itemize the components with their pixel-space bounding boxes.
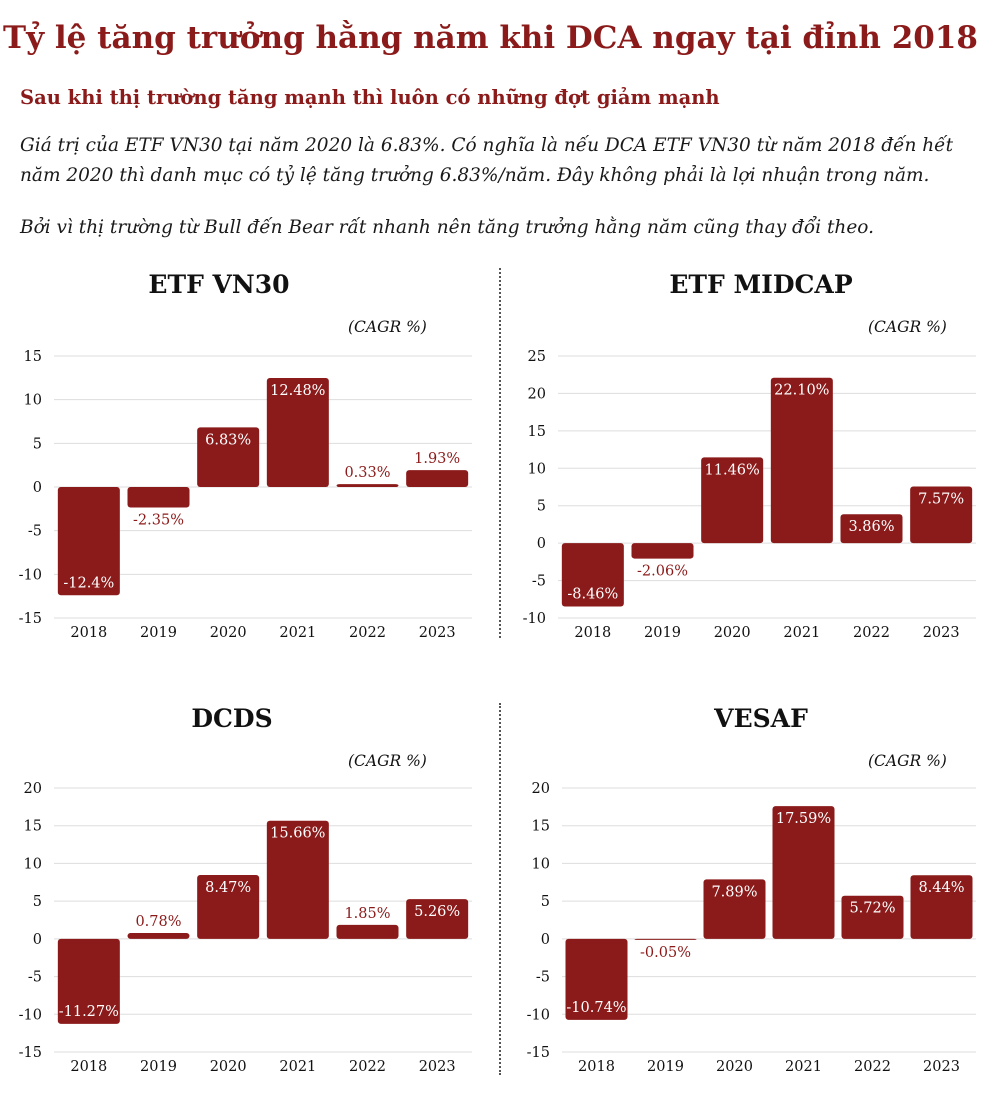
data-label: -11.27% [58, 1003, 119, 1020]
chart-panel-vesaf [504, 704, 994, 1104]
y-tick-label: 10 [23, 392, 42, 409]
y-tick-label: 5 [536, 498, 546, 515]
y-tick-label: 0 [536, 536, 546, 553]
x-tick-label: 2023 [418, 625, 456, 641]
x-tick-label: 2018 [574, 625, 612, 641]
chart-unit-label: (CAGR %) [868, 318, 947, 336]
data-label: -0.05% [640, 944, 691, 961]
data-label: 0.78% [135, 913, 182, 930]
y-tick-label: -15 [18, 1045, 42, 1061]
bar [128, 487, 190, 508]
data-label: 12.48% [270, 383, 326, 400]
data-label: 3.86% [848, 519, 895, 536]
y-tick-label: -10 [18, 1007, 42, 1024]
x-tick-label: 2022 [854, 1059, 891, 1075]
data-label: 7.89% [711, 884, 758, 901]
bar [337, 925, 399, 939]
data-label: 17.59% [775, 811, 832, 828]
data-label: 22.10% [774, 382, 830, 399]
chart-panel-dcds [0, 704, 490, 1104]
x-tick-label: 2023 [922, 625, 960, 641]
bar [128, 933, 190, 939]
y-tick-label: 0 [540, 931, 550, 948]
data-label: 15.66% [270, 825, 326, 842]
y-tick-label: -5 [27, 969, 42, 986]
y-tick-label: 0 [32, 931, 42, 948]
x-tick-label: 2020 [209, 625, 247, 641]
y-tick-label: -10 [522, 611, 546, 627]
chart-unit-label: (CAGR %) [348, 318, 427, 336]
y-tick-label: -5 [535, 969, 550, 986]
page-title: Tỷ lệ tăng trưởng hằng năm khi DCA ngay tại đỉnh 2018 [3, 20, 978, 56]
x-tick-label: 2021 [783, 625, 821, 641]
chart-unit-label: (CAGR %) [868, 752, 947, 770]
data-label: 7.57% [918, 491, 965, 508]
bar [632, 543, 694, 558]
data-label: 11.46% [704, 462, 760, 479]
y-tick-label: -15 [18, 611, 42, 627]
y-tick-label: 20 [527, 386, 546, 403]
data-label: -2.35% [133, 512, 184, 529]
data-label: -2.06% [637, 563, 688, 580]
bar [406, 470, 468, 487]
data-label: 1.93% [414, 451, 461, 468]
x-tick-label: 2018 [70, 625, 108, 641]
x-tick-label: 2022 [853, 625, 890, 641]
chart-title: ETF MIDCAP [669, 270, 853, 299]
bar-chart [504, 704, 994, 1104]
data-label: 5.72% [849, 900, 896, 917]
y-tick-label: 15 [527, 423, 546, 440]
chart-title: DCDS [191, 704, 273, 733]
y-tick-label: -10 [18, 567, 42, 584]
x-tick-label: 2020 [713, 625, 751, 641]
bar-chart [504, 270, 994, 670]
y-tick-label: 25 [527, 349, 546, 365]
description [20, 131, 985, 243]
y-tick-label: -15 [526, 1045, 550, 1061]
page-subtitle: Sau khi thị trường tăng mạnh thì luôn có những đợt giảm mạnh [20, 86, 720, 109]
bar [337, 484, 399, 487]
x-tick-label: 2020 [209, 1059, 247, 1075]
x-tick-label: 2022 [349, 625, 386, 641]
y-tick-label: 15 [531, 818, 550, 835]
x-tick-label: 2021 [785, 1059, 822, 1075]
x-tick-label: 2019 [644, 625, 681, 641]
vertical-divider-bottom [499, 703, 501, 1075]
chart-title: ETF VN30 [148, 270, 290, 299]
bar [635, 939, 697, 940]
x-tick-label: 2018 [578, 1059, 615, 1075]
y-tick-label: 20 [531, 781, 550, 797]
data-label: 5.26% [414, 904, 461, 921]
y-tick-label: 10 [527, 461, 546, 478]
data-label: 8.47% [205, 879, 252, 896]
y-tick-label: -10 [526, 1007, 550, 1024]
y-tick-label: 5 [540, 894, 550, 911]
x-tick-label: 2022 [349, 1059, 386, 1075]
y-tick-label: 5 [32, 894, 42, 911]
y-tick-label: 15 [23, 349, 42, 365]
data-label: 8.44% [918, 880, 965, 897]
x-tick-label: 2019 [140, 1059, 177, 1075]
x-tick-label: 2019 [140, 625, 177, 641]
vertical-divider-top [499, 268, 501, 638]
x-tick-label: 2020 [716, 1059, 753, 1075]
y-tick-label: 15 [23, 818, 42, 835]
data-label: 1.85% [344, 905, 391, 922]
y-tick-label: 0 [32, 480, 42, 496]
data-label: -10.74% [566, 999, 627, 1016]
chart-unit-label: (CAGR %) [348, 752, 427, 770]
chart-panel-etf-midcap [504, 270, 994, 670]
chart-title: VESAF [714, 704, 808, 733]
data-label: -8.46% [567, 586, 619, 603]
x-tick-label: 2021 [279, 625, 317, 641]
data-label: -12.4% [63, 575, 115, 592]
data-label: 0.33% [344, 465, 391, 482]
x-tick-label: 2019 [647, 1059, 684, 1075]
y-tick-label: 10 [531, 856, 550, 873]
y-tick-label: -5 [27, 523, 42, 540]
bar [771, 378, 833, 543]
data-label: 6.83% [205, 432, 252, 449]
bar-chart [0, 270, 490, 670]
description-paragraph-1: Giá trị của ETF VN30 tại năm 2020 là 6.83%. Có nghĩa là nếu DCA ETF VN30 từ năm 2018 đến hết năm 2020 thì danh mục có tỷ lệ tăng trưởng 6.83%/năm. Đây không phải là lợi nhuận trong năm. [20, 135, 954, 186]
y-tick-label: 5 [32, 436, 42, 453]
chart-panel-etf-vn30 [0, 270, 490, 670]
description-paragraph-2: Bởi vì thị trường từ Bull đến Bear rất nhanh nên tăng trưởng hằng năm cũng thay đổi theo. [20, 217, 874, 238]
y-tick-label: 10 [23, 856, 42, 873]
x-tick-label: 2023 [418, 1059, 456, 1075]
y-tick-label: -5 [531, 573, 546, 590]
y-tick-label: 20 [23, 781, 42, 797]
x-tick-label: 2021 [279, 1059, 317, 1075]
x-tick-label: 2023 [923, 1059, 960, 1075]
bar-chart [0, 704, 490, 1104]
x-tick-label: 2018 [70, 1059, 108, 1075]
